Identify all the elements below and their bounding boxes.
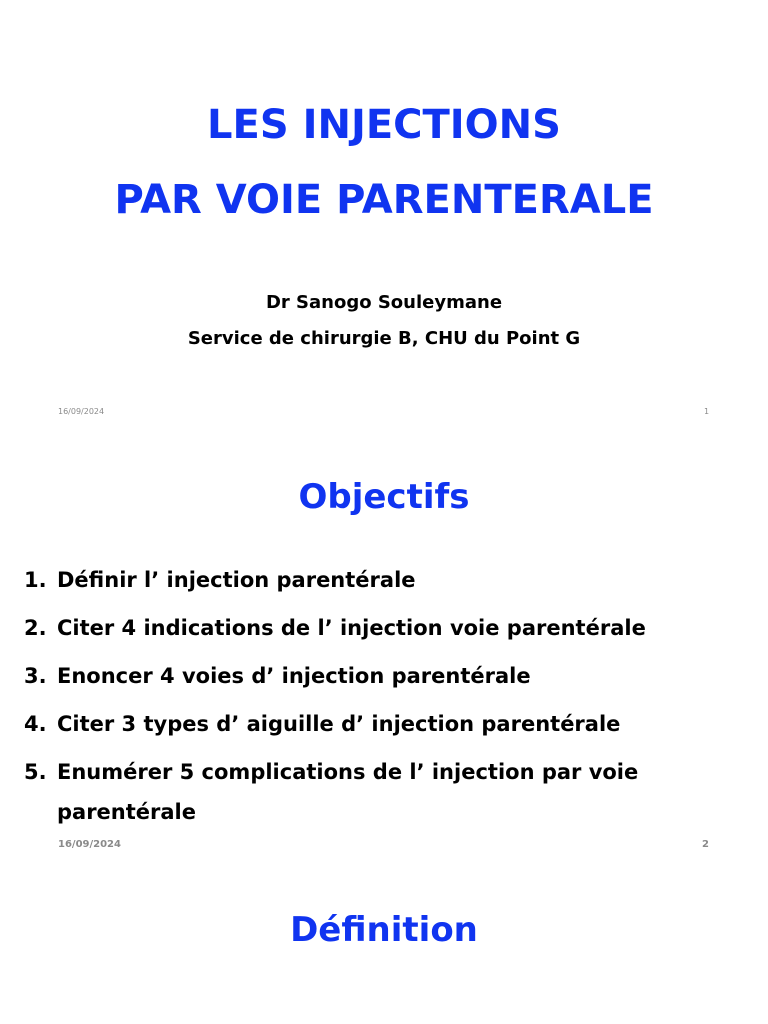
objective-item bbox=[24, 608, 744, 648]
slide-3-title: Définition bbox=[290, 910, 478, 950]
objective-text: Définir l’ injection parentérale bbox=[57, 568, 416, 592]
objective-item bbox=[24, 752, 744, 832]
objective-text: Citer 4 indications de l’ injection voie parentérale bbox=[57, 616, 646, 640]
objectives-list bbox=[24, 560, 744, 840]
objective-item bbox=[24, 560, 744, 600]
slide-2-footer-date: 16/09/2024 bbox=[58, 839, 121, 850]
objective-text: Enoncer 4 voies d’ injection parentérale bbox=[57, 664, 531, 688]
slide-1-affiliation: Service de chirurgie B, CHU du Point G bbox=[187, 328, 581, 349]
slide-1-page-number: 1 bbox=[704, 407, 710, 416]
objective-text: Enumérer 5 complications de l’ injection par voie parentérale bbox=[57, 760, 639, 824]
slide-1-author: Dr Sanogo Souleymane bbox=[265, 292, 503, 313]
objective-number: 4. bbox=[24, 712, 47, 736]
objective-item bbox=[24, 656, 744, 696]
objective-item bbox=[24, 704, 744, 744]
slide-2-page-number: 2 bbox=[702, 839, 709, 850]
objective-number: 1. bbox=[24, 568, 47, 592]
objective-number: 3. bbox=[24, 664, 47, 688]
slide-1-footer-date: 16/09/2024 bbox=[58, 407, 105, 416]
slide-1-title-line-2: PAR VOIE PARENTERALE bbox=[114, 177, 654, 223]
slide-2-title: Objectifs bbox=[298, 477, 470, 517]
slide-1-title-line-1: LES INJECTIONS bbox=[207, 102, 561, 148]
slide-1 bbox=[0, 0, 768, 430]
objective-number: 2. bbox=[24, 616, 47, 640]
objective-number: 5. bbox=[24, 760, 47, 784]
objective-text: Citer 3 types d’ aiguille d’ injection parentérale bbox=[57, 712, 621, 736]
